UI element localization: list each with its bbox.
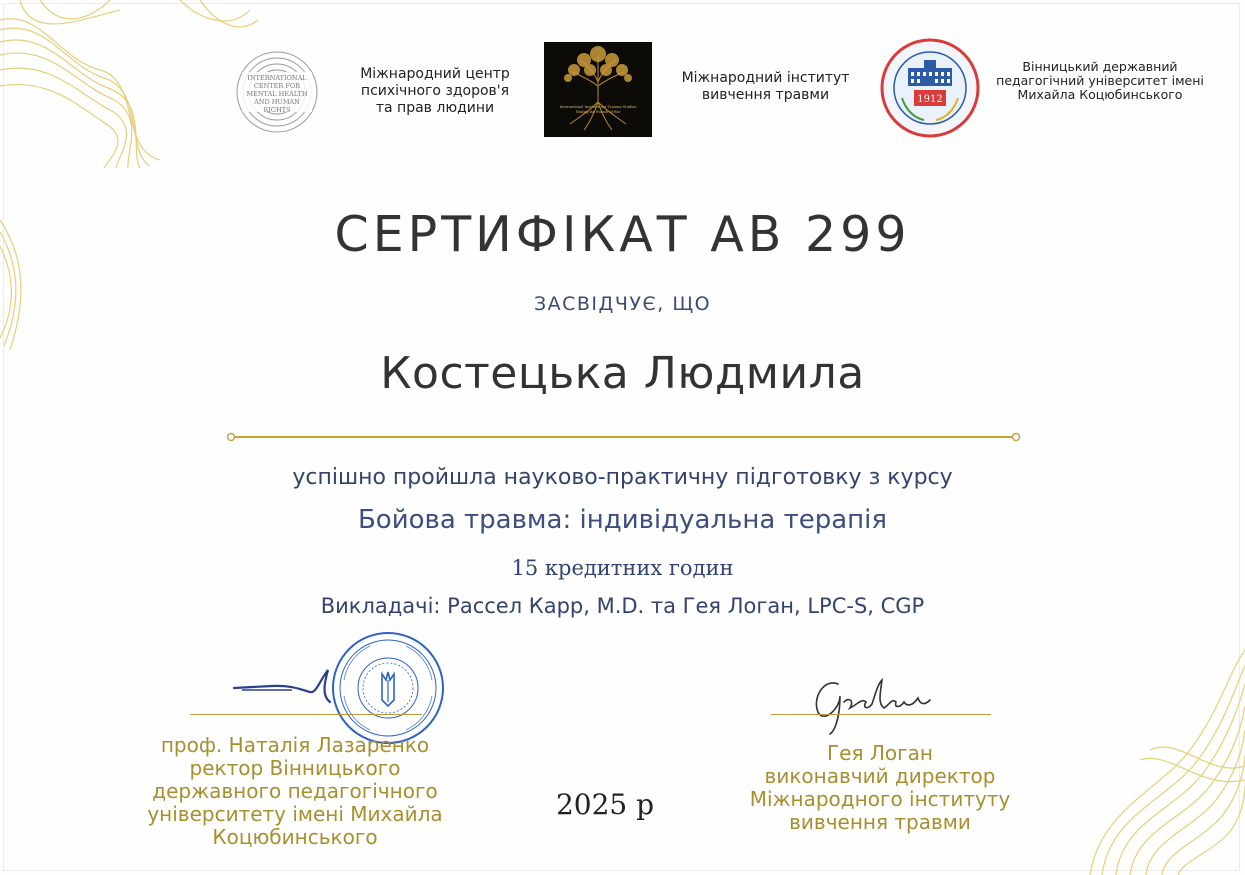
vspu-logo-year: 1912 bbox=[917, 94, 943, 105]
director-title-line1: виконавчий директор bbox=[764, 764, 996, 788]
university-stamp bbox=[330, 630, 446, 746]
org3-name-line1: Вінницький державний bbox=[1022, 59, 1178, 74]
org1-name-line2: психічного здоров'я bbox=[360, 83, 510, 99]
certificate-title: СЕРТИФІКАТ АВ 299 bbox=[334, 206, 911, 263]
rector-title-line2: державного педагогічного bbox=[152, 779, 438, 803]
vspu-emblem-logo bbox=[880, 38, 980, 138]
svg-text:INTERNATIONAL: INTERNATIONAL bbox=[247, 74, 307, 82]
org1-name bbox=[340, 66, 530, 117]
rector-signature bbox=[232, 660, 342, 712]
director-signature-line bbox=[771, 714, 991, 715]
director-title-line3: вивчення травми bbox=[789, 810, 971, 834]
org3-name-line2: педагогічний університет імені bbox=[996, 73, 1204, 88]
gold-divider bbox=[226, 431, 1021, 443]
org2-name bbox=[663, 70, 868, 104]
gold-wave-decoration-bottom-right bbox=[1080, 640, 1245, 875]
svg-text:CENTER FOR: CENTER FOR bbox=[253, 82, 301, 90]
gold-wave-decoration-top-left bbox=[0, 0, 260, 170]
credit-hours: 15 кредитних годин bbox=[511, 556, 734, 580]
rector-name: проф. Наталія Лазаренко bbox=[160, 733, 430, 757]
teachers-line: Викладачі: Рассел Карр, M.D. та Гея Логан, LPC-S, CGP bbox=[320, 594, 925, 618]
director-signature bbox=[800, 668, 940, 736]
org1-name-line3: та прав людини bbox=[375, 100, 495, 116]
director-name: Гея Логан bbox=[826, 741, 933, 765]
rector-title-line1: ректор Вінницького bbox=[189, 756, 401, 780]
rector-title-line3: університету імені Михайла bbox=[147, 802, 443, 826]
rector-title-line4: Коцюбинського bbox=[212, 825, 378, 849]
iits-logo-text: International Institute for Trauma Studies bbox=[559, 105, 637, 109]
recipient-name: Костецька Людмила bbox=[380, 348, 865, 399]
iits-tree-logo bbox=[544, 42, 652, 137]
org1-name-line1: Міжнародний центр bbox=[360, 66, 510, 82]
completion-statement: успішно пройшла науково-практичну підготовку з курсу bbox=[292, 465, 953, 490]
course-name: Бойова травма: індивідуальна терапія bbox=[357, 505, 888, 535]
rector-signer-block bbox=[110, 734, 480, 849]
director-signer-block bbox=[720, 742, 1040, 834]
iits-logo-subtext: Healing the Wounds of War bbox=[575, 110, 621, 114]
org3-name bbox=[995, 60, 1205, 102]
rector-signature-line bbox=[190, 714, 422, 715]
svg-text:AND HUMAN: AND HUMAN bbox=[254, 98, 300, 106]
director-title-line2: Міжнародного інституту bbox=[749, 787, 1011, 811]
org2-name-line2: вивчення травми bbox=[701, 87, 830, 103]
org3-name-line3: Михайла Коцюбинського bbox=[1017, 87, 1183, 102]
icmh-logo bbox=[232, 50, 322, 134]
org2-name-line1: Міжнародний інститут bbox=[681, 70, 850, 86]
certificate-year: 2025 р bbox=[555, 788, 655, 821]
svg-text:MENTAL HEALTH: MENTAL HEALTH bbox=[246, 90, 308, 98]
certifies-label: ЗАСВІДЧУЄ, ЩО bbox=[533, 293, 712, 315]
svg-text:RIGHTS: RIGHTS bbox=[263, 106, 291, 114]
